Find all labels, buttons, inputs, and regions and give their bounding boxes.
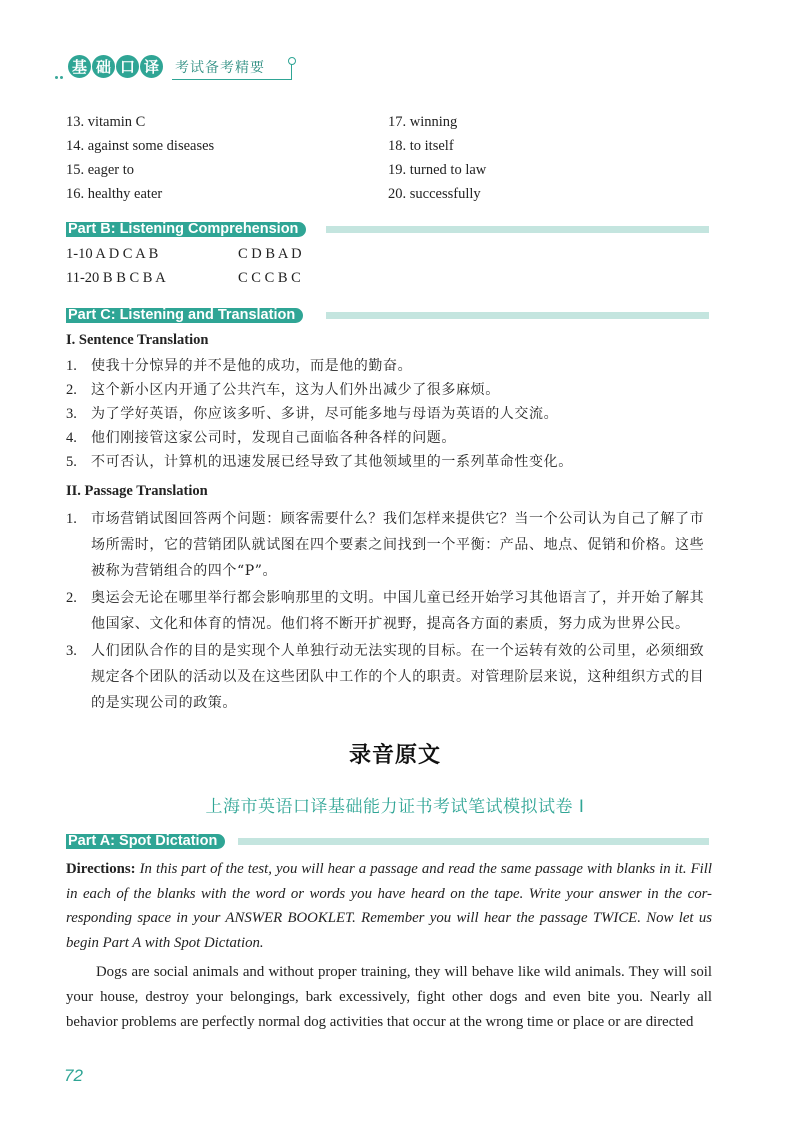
- part-b-banner: [66, 222, 709, 237]
- answers-column-left: [66, 110, 214, 206]
- sentence-list: [66, 354, 716, 474]
- item-number: 2.: [66, 590, 77, 606]
- header-circle-char: 口: [115, 54, 140, 79]
- script-title: 录音原文: [348, 742, 441, 768]
- part-a-title: Part A: Spot Dictation: [66, 834, 225, 849]
- answer-item: 15. eager to: [66, 162, 135, 178]
- part-b-title: Part B: Listening Comprehension: [66, 222, 306, 237]
- header-tick-dot: [288, 57, 296, 65]
- page-number: 72: [64, 1066, 83, 1085]
- lc-answer-rest: C D B A D: [238, 246, 302, 262]
- answer-item: 19. turned to law: [388, 162, 487, 178]
- answer-item: 17. winning: [388, 114, 458, 130]
- list-item: [66, 638, 716, 716]
- part-b-rule: [326, 226, 709, 233]
- part-a-rule: [238, 838, 709, 845]
- item-number: 3.: [66, 643, 77, 659]
- list-item: [66, 378, 716, 402]
- item-text: 人们团队合作的目的是实现个人单独行动无法实现的目标。在一个运转有效的公司里，必须细致规定各个团队的活动以及在这些团队中工作的个人的职责。对管理阶层来说，这种组织方式的目的是实现公司的政策。: [91, 643, 705, 711]
- answer-item: 20. successfully: [388, 186, 481, 202]
- item-text: 他们刚接管这家公司时，发现自己面临各种各样的问题。: [91, 430, 456, 446]
- item-text: 这个新小区内开通了公共汽车，这为人们外出减少了很多麻烦。: [91, 382, 500, 398]
- item-text: 使我十分惊异的并不是他的成功，而是他的勤奋。: [91, 358, 413, 374]
- part-a-banner: [66, 834, 709, 849]
- sentence-translation-heading: I. Sentence Translation: [66, 332, 209, 348]
- answer-item: 13. vitamin C: [66, 114, 146, 130]
- lc-answer-label: 1-10 A D C A B: [66, 246, 159, 262]
- answer-item: 14. against some diseases: [66, 138, 215, 154]
- exam-title: 上海市英语口译基础能力证书考试笔试模拟试卷 I: [205, 797, 585, 817]
- list-item: [66, 426, 716, 450]
- list-item: [66, 506, 716, 584]
- item-number: 5.: [66, 454, 77, 470]
- answer-item: 18. to itself: [388, 138, 454, 154]
- answers-column-right: [388, 110, 486, 206]
- dictation-paragraph: Dogs are social animals and without proper training, they will behave like wild animals. They will soil your house, destroy your belongings, bark excessively, fight other dogs and even bite you. Nearly all behavior problems are perfectly normal dog activities that occur at the wrong time or place or are directed: [66, 964, 712, 1030]
- item-number: 1.: [66, 358, 77, 374]
- running-header: [55, 52, 295, 86]
- item-text: 为了学好英语，你应该多听、多讲，尽可能多地与母语为英语的人交流。: [91, 406, 559, 422]
- directions: [66, 857, 712, 955]
- passage-list: [66, 506, 716, 717]
- passage-translation-heading: II. Passage Translation: [66, 483, 208, 499]
- lc-answer-label: 11-20 B B C B A: [66, 270, 166, 286]
- lc-answer-rest: C C C B C: [238, 270, 301, 286]
- list-item: [66, 585, 716, 637]
- header-circle-char: 基: [67, 54, 92, 79]
- item-number: 3.: [66, 406, 77, 422]
- item-text: 奥运会无论在哪里举行都会影响那里的文明。中国儿童已经开始学习其他语言了，并开始了解其他国家、文化和体育的情况。他们将不断开扩视野，提高各方面的素质，努力成为世界公民。: [91, 590, 705, 632]
- part-c-rule: [326, 312, 709, 319]
- header-circle-char: 译: [139, 54, 164, 79]
- item-number: 4.: [66, 430, 77, 446]
- part-c-title: Part C: Listening and Translation: [66, 308, 303, 323]
- header-logo-circles: [67, 54, 163, 79]
- directions-text: In this part of the test, you will hear a passage and read the same passage with blanks in it. Fill in each of the blanks with the word or words you have heard on the tape. Write your answer in the cor- responding space in your ANSWER BOOKLET. Remember you will hear the passage TWICE. Now let us begin Part A with Spot Dictation.: [66, 861, 712, 951]
- item-number: 2.: [66, 382, 77, 398]
- list-item: [66, 450, 716, 474]
- header-underline: [172, 79, 292, 80]
- item-text: 市场营销试图回答两个问题：顾客需要什么？我们怎样来提供它？当一个公司认为自己了解了市场所需时，它的营销团队就试图在四个要素之间找到一个平衡：产品、地点、促销和价格。这些被称为营销组合的四个“P”。: [91, 511, 705, 579]
- item-number: 1.: [66, 511, 77, 527]
- directions-label: Directions:: [66, 861, 136, 877]
- item-text: 不可否认，计算机的迅速发展已经导致了其他领域里的一系列革命性变化。: [91, 454, 573, 470]
- list-item: [66, 354, 716, 378]
- header-circle-char: 础: [91, 54, 116, 79]
- part-c-banner: [66, 308, 709, 323]
- header-dots: [55, 66, 67, 72]
- answer-item: 16. healthy eater: [66, 186, 163, 202]
- list-item: [66, 402, 716, 426]
- header-subtitle: 考试备考精要: [175, 60, 265, 76]
